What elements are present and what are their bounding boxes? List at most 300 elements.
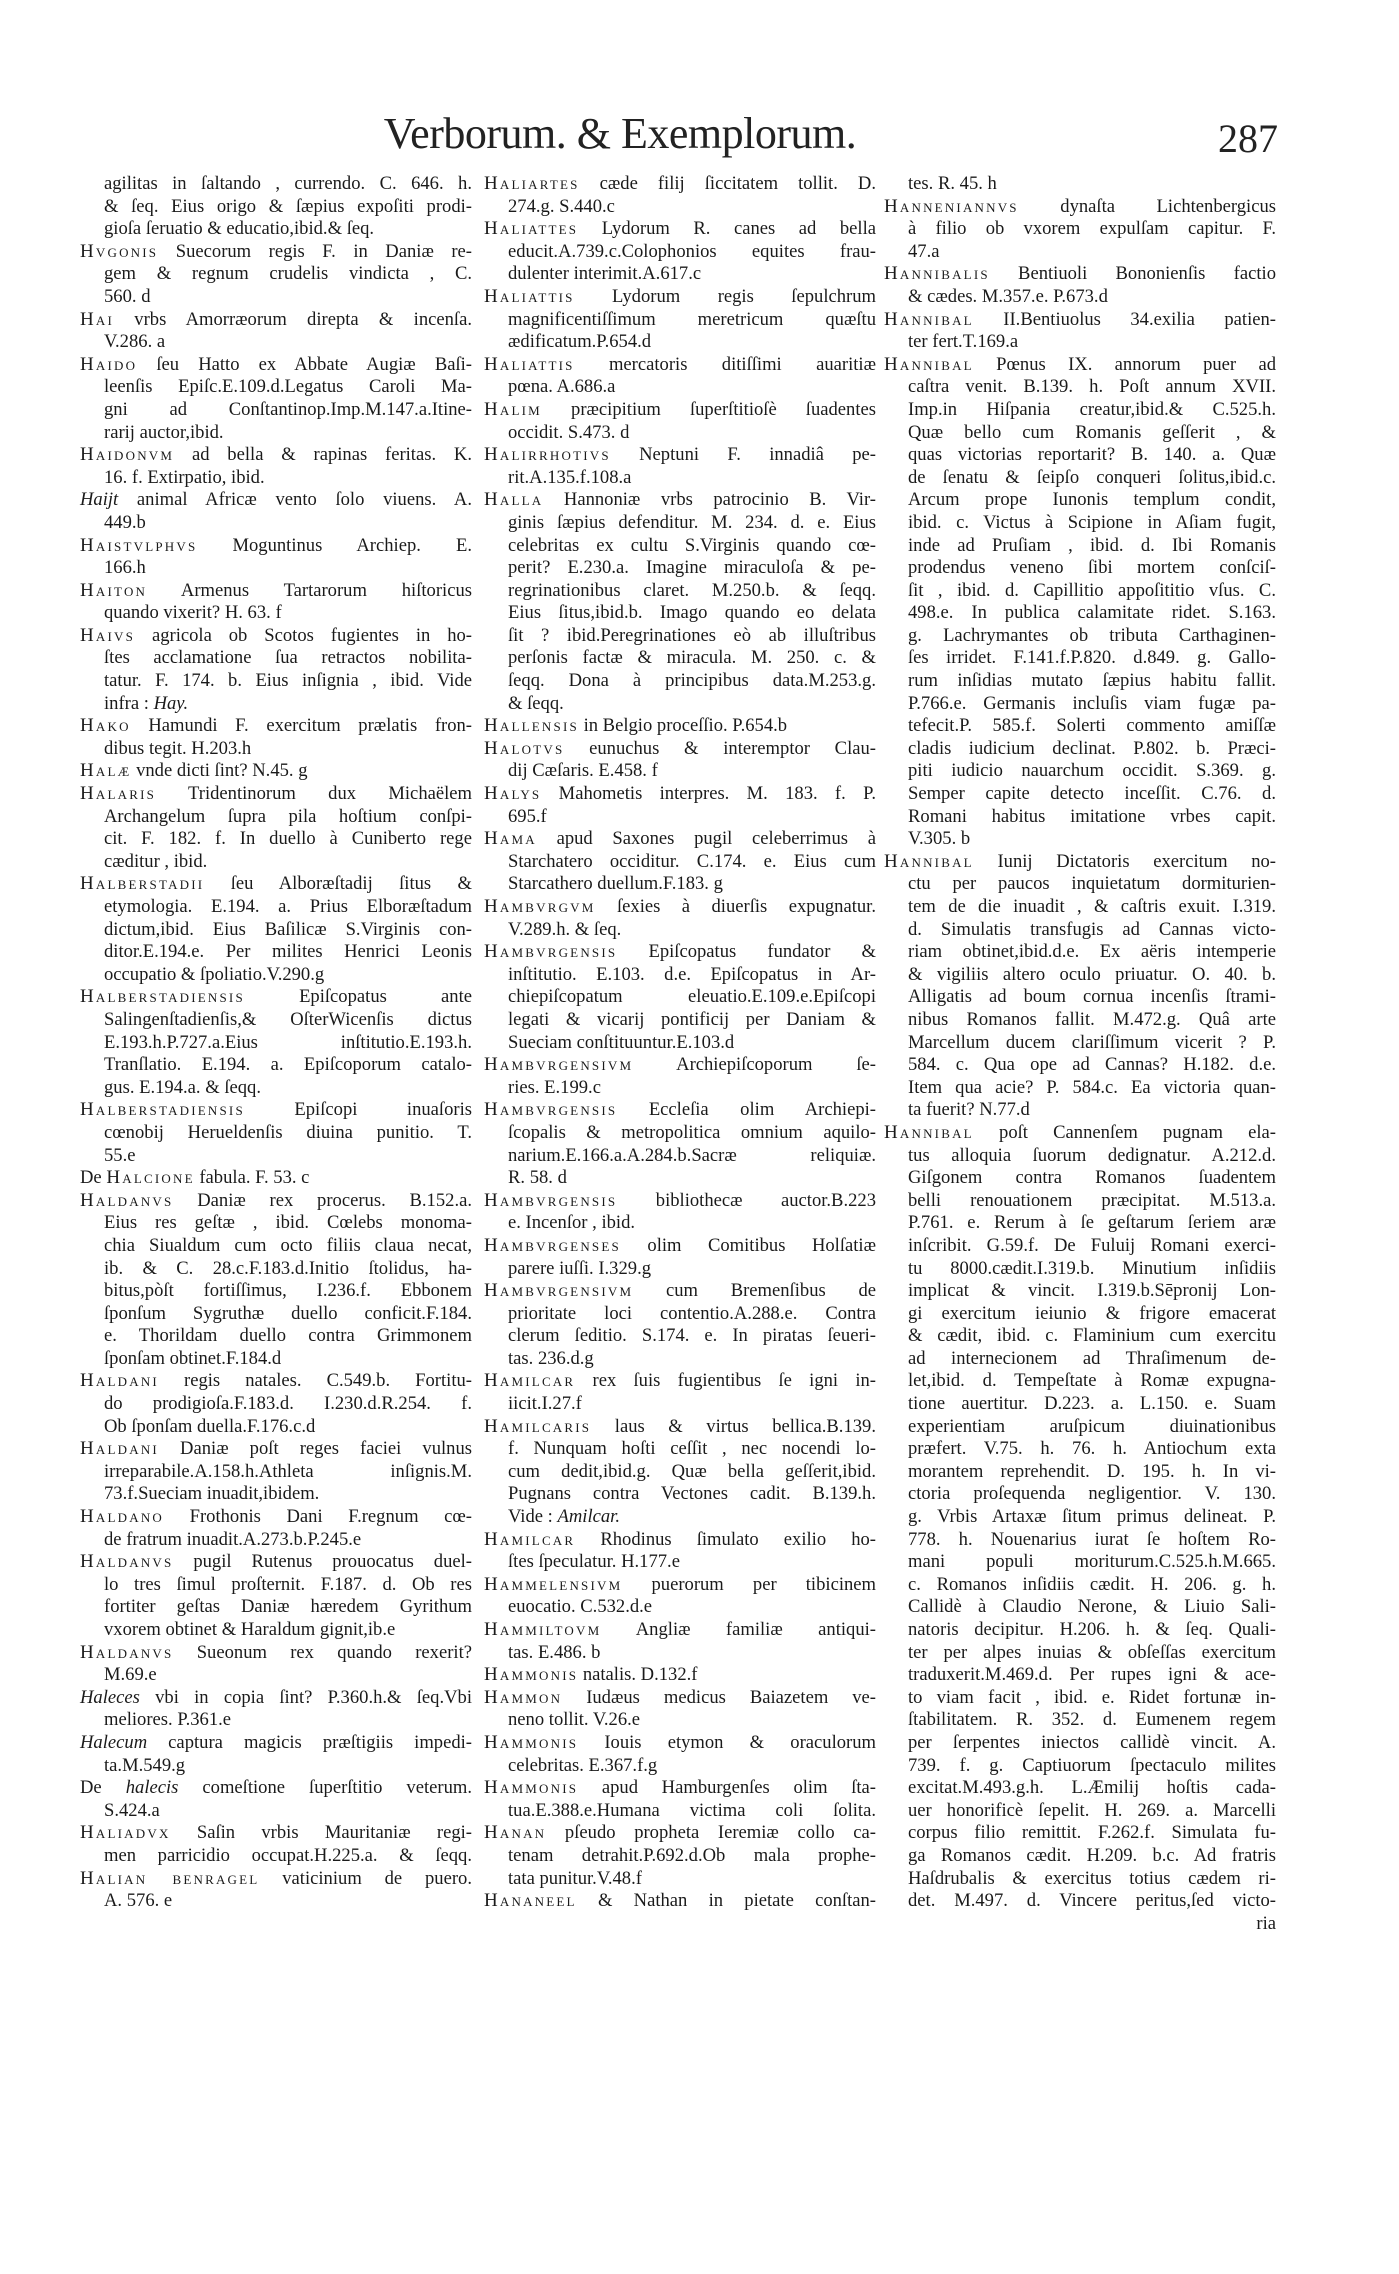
- entry-headword: Hambvrgensivm: [484, 1054, 634, 1076]
- index-continuation-line: [484, 986, 876, 1009]
- index-column-right: [884, 173, 1276, 1935]
- index-continuation-line: [884, 1619, 1276, 1642]
- index-continuation-line: [884, 1280, 1276, 1303]
- running-title: Verborum. & Exemplorum.: [383, 109, 857, 158]
- running-head: [0, 108, 1399, 168]
- index-entry-line: [80, 1687, 472, 1710]
- entry-text: excitat.M.493.g.h. L.Æmilij hoſtis cada-: [908, 1777, 1276, 1799]
- entry-text: Eius res geſtæ , ibid. Cœlebs monoma-: [104, 1212, 472, 1234]
- entry-text: pœna. A.686.a: [508, 376, 616, 398]
- entry-text: rit.A.135.f.108.a: [508, 466, 632, 488]
- entry-text: fortiter geſtas Daniæ hæredem Gyrithum: [104, 1596, 472, 1618]
- entry-text: tua.E.388.e.Humana victima coli ſolita.: [508, 1799, 876, 1821]
- index-continuation-line: [484, 331, 876, 354]
- entry-text: natalis. D.132.f: [578, 1664, 698, 1686]
- index-continuation-line: [80, 1393, 472, 1416]
- index-entry-line: [80, 1438, 472, 1461]
- entry-text: regis natales. C.549.b. Fortitu-: [158, 1370, 472, 1392]
- index-continuation-line: [884, 557, 1276, 580]
- index-continuation-line: [80, 964, 472, 987]
- entry-text: d. Simulatis transfugis ad Cannas victo-: [908, 918, 1276, 940]
- index-continuation-line: [80, 806, 472, 829]
- entry-headword: Hammelensivm: [484, 1573, 623, 1595]
- index-entry-line: [80, 309, 472, 332]
- index-continuation-line: [80, 286, 472, 309]
- entry-text: riam obtinet,ibid.d.e. Ex aëris intemperie: [908, 941, 1276, 963]
- index-entry-line: [484, 1687, 876, 1710]
- index-entry-line: [80, 535, 472, 558]
- entry-text: experientiam aruſpicum diuinationibus: [908, 1415, 1276, 1437]
- index-entry-line: [484, 1280, 876, 1303]
- index-continuation-line: [80, 173, 472, 196]
- entry-text: ga Romanos cædit. H.209. b.c. Ad fratris: [908, 1844, 1276, 1866]
- entry-text: bibliothecæ auctor.B.223: [617, 1189, 876, 1211]
- entry-headword-italic: Halecum: [80, 1731, 148, 1753]
- entry-headword: Hannibal: [884, 308, 974, 330]
- entry-headword: Halirrhotivs: [484, 444, 611, 466]
- entry-text: natoris decipitur. H.206. h. & ſeq. Quali-: [908, 1619, 1276, 1640]
- index-continuation-line: [484, 557, 876, 580]
- entry-text: chiepiſcopatum eleuatio.E.109.e.Epiſcopi: [508, 986, 876, 1008]
- index-entry-line: [484, 1619, 876, 1642]
- index-continuation-line: [484, 1868, 876, 1891]
- entry-text: neno tollit. V.26.e: [508, 1709, 641, 1731]
- index-continuation-line: [884, 1099, 1276, 1122]
- entry-text: inſcribit. G.59.f. De Fuluij Romani exerci-: [908, 1234, 1276, 1256]
- entry-text: prodendus veneno ſibi mortem conſciſ-: [908, 557, 1276, 579]
- entry-text: vrbs Amorræorum direpta & incenſa.: [114, 308, 472, 330]
- index-continuation-line: [80, 557, 472, 580]
- entry-text: tefecit.P. 585.f. Solerti commento amiſſæ: [908, 715, 1276, 737]
- entry-text: gi exercitum ieiunio & frigore emacerat: [908, 1302, 1276, 1324]
- entry-headword: Halim: [484, 398, 542, 420]
- entry-text: Lydorum R. canes ad bella: [578, 218, 876, 240]
- index-entry-line: [484, 1890, 876, 1913]
- index-continuation-line: [80, 896, 472, 919]
- entry-text: ſeu Alboræſtadij ſitus &: [204, 873, 472, 895]
- index-continuation-line: [80, 399, 472, 422]
- entry-headword: Haldanvs: [80, 1189, 174, 1211]
- entry-text: tenam detrahit.P.692.d.Ob mala prophe-: [508, 1844, 876, 1866]
- entry-headword: Hammiltovm: [484, 1619, 602, 1640]
- index-continuation-line: [884, 783, 1276, 806]
- entry-headword: Hammonis: [484, 1664, 579, 1686]
- entry-text: animal Africæ vento ſolo viuens. A.: [118, 489, 472, 511]
- index-continuation-line: [884, 986, 1276, 1009]
- entry-text: à filio ob vxorem expulſam capitur. F.: [908, 218, 1276, 240]
- entry-text: Suecorum regis F. in Daniæ re-: [158, 240, 472, 262]
- entry-text: Mahometis interpres. M. 183. f. P.: [541, 783, 876, 805]
- entry-text: 695.f: [508, 805, 547, 827]
- entry-headword: Hambvrgensis: [484, 1099, 618, 1121]
- index-entry-line: [484, 1822, 876, 1845]
- entry-text: Saſin vrbis Mauritaniæ regi-: [170, 1822, 472, 1844]
- index-continuation-line: [80, 1461, 472, 1484]
- entry-headword: Haliartes: [484, 173, 580, 194]
- index-entry-line: [884, 309, 1276, 332]
- entry-text: Bentiuoli Bononienſis factio: [989, 263, 1276, 285]
- index-continuation-line: [484, 1325, 876, 1348]
- index-entry-line: [884, 851, 1276, 874]
- index-entry-line: [484, 715, 876, 738]
- index-continuation-line: [484, 580, 876, 603]
- index-entry-line: [80, 1506, 472, 1529]
- index-entry-line: [80, 1099, 472, 1122]
- entry-text: ria: [1256, 1912, 1276, 1934]
- entry-text: Pugnans contra Vectones cadit. B.139.h.: [508, 1483, 876, 1505]
- entry-text: Hannoniæ vrbs patrocinio B. Vir-: [543, 489, 876, 511]
- index-continuation-line: [80, 263, 472, 286]
- index-continuation-line: [80, 670, 472, 693]
- index-entry-line: [80, 1868, 472, 1891]
- entry-headword: Hambvrgensis: [484, 1189, 618, 1211]
- index-continuation-line: [80, 941, 472, 964]
- entry-text: Quæ bello cum Romanis geſſerit , &: [908, 421, 1276, 443]
- entry-headword: Halberstadii: [80, 873, 205, 895]
- index-continuation-line: [884, 919, 1276, 942]
- entry-text: puerorum per tibicinem: [622, 1573, 876, 1595]
- entry-headword: Hannibal: [884, 1121, 974, 1143]
- index-entry-line: [484, 1574, 876, 1597]
- index-continuation-line: [484, 1506, 876, 1529]
- index-entry-line: [80, 241, 472, 264]
- index-continuation-line: [80, 1325, 472, 1348]
- index-continuation-line: [884, 1258, 1276, 1281]
- entry-headword: Haiton: [80, 579, 148, 601]
- entry-headword: Hannibalis: [884, 263, 990, 285]
- entry-text: tem de die inuadit , & caſtris exuit. I.319.: [908, 896, 1276, 917]
- entry-text: tione auertitur. D.223. a. L.150. e. Suam: [908, 1393, 1276, 1415]
- index-continuation-line: [80, 602, 472, 625]
- entry-text: ta.M.549.g: [104, 1754, 186, 1776]
- entry-text: perit? E.230.a. Imagine miraculoſa & pe-: [508, 557, 876, 579]
- entry-text: Starcathero duellum.F.183. g: [508, 873, 723, 895]
- entry-text: ſit , ibid. d. Capillitio appoſititio vſus. C.: [908, 579, 1276, 601]
- index-continuation-line: [484, 241, 876, 264]
- index-continuation-line: [884, 1461, 1276, 1484]
- entry-prefix: De: [80, 1777, 126, 1799]
- entry-text: V.305. b: [908, 828, 971, 850]
- entry-text: 166.h: [104, 557, 146, 579]
- entry-text: ib. & C. 28.c.F.183.d.Initio ſtolidus, ha-: [104, 1257, 472, 1279]
- entry-headword: Hai: [80, 308, 115, 330]
- index-continuation-line: [884, 896, 1276, 919]
- index-entry-line: [80, 580, 472, 603]
- index-entry-line: [80, 1551, 472, 1574]
- entry-text: ctoria proſequenda negligentior. V. 130.: [908, 1483, 1276, 1505]
- index-column-middle: [484, 173, 876, 1913]
- index-continuation-line: [80, 1145, 472, 1168]
- entry-headword: Haidonvm: [80, 444, 175, 466]
- index-continuation-line: [884, 399, 1276, 422]
- index-continuation-line: [80, 647, 472, 670]
- index-continuation-line: [884, 1145, 1276, 1168]
- index-entry-line: [484, 738, 876, 761]
- entry-headword: Halys: [484, 783, 542, 805]
- index-continuation-line: [80, 1800, 472, 1823]
- entry-text: tas. 236.d.g: [508, 1347, 594, 1369]
- entry-text: occupatio & ſpoliatio.V.290.g: [104, 963, 325, 985]
- index-continuation-line: [884, 760, 1276, 783]
- entry-text: celebritas. E.367.f.g: [508, 1754, 658, 1776]
- index-entry-line: [80, 1190, 472, 1213]
- cross-reference: Amilcar.: [557, 1506, 620, 1528]
- index-continuation-line: [80, 1077, 472, 1100]
- index-continuation-line: [884, 1574, 1276, 1597]
- entry-text: inde ad Pruſiam , ibid. d. Ibi Romanis: [908, 534, 1276, 556]
- page-number: 287: [1218, 116, 1278, 161]
- entry-text: g. Vrbis Artaxæ ſitum primus delineat. P.: [908, 1506, 1276, 1528]
- entry-text: belli renouationem præcipitat. M.513.a.: [908, 1189, 1276, 1211]
- entry-text: de ſenatu & ſeipſo conqueri ſolitus,ibid.c.: [908, 466, 1276, 488]
- index-continuation-line: [80, 1212, 472, 1235]
- index-continuation-line: [884, 1800, 1276, 1823]
- entry-text: per ſerpentes iniectos callidè vincit. A.: [908, 1731, 1276, 1753]
- entry-text: occidit. S.473. d: [508, 421, 630, 443]
- entry-text: Eius ſitus,ibid.b. Imago quando eo delata: [508, 602, 876, 624]
- index-continuation-line: [884, 1167, 1276, 1190]
- entry-text: dibus tegit. H.203.h: [104, 737, 252, 759]
- index-continuation-line: [80, 1280, 472, 1303]
- entry-text: Starchatero occiditur. C.174. e. Eius cum: [508, 850, 876, 872]
- index-continuation-line: [884, 1325, 1276, 1348]
- entry-text: ſponſam obtinet.F.184.d: [104, 1347, 282, 1369]
- index-continuation-line: [484, 376, 876, 399]
- entry-text: Eccleſia olim Archiepi-: [617, 1099, 876, 1121]
- entry-text: 584. c. Qua ope ad Cannas? H.182. d.e.: [908, 1054, 1276, 1076]
- entry-text: uer honorificè ſepelit. H. 269. a. Marcelli: [908, 1799, 1276, 1821]
- index-entry-line: [484, 399, 876, 422]
- index-continuation-line: [80, 738, 472, 761]
- entry-headword: Halcione: [106, 1167, 195, 1189]
- index-continuation-line: [484, 919, 876, 942]
- entry-text: f. Nunquam hoſti ceſſit , nec nocendi lo-: [508, 1438, 876, 1460]
- index-continuation-line: [884, 1551, 1276, 1574]
- entry-text: infra :: [104, 692, 154, 714]
- entry-text: magnificentiſſimum meretricum quæſtu: [508, 308, 876, 330]
- index-continuation-line: [80, 1890, 472, 1913]
- entry-text: vnde dicti ſint? N.45. g: [131, 760, 308, 782]
- index-continuation-line: [884, 422, 1276, 445]
- entry-text: dynaſta Lichtenbergicus: [1018, 195, 1276, 217]
- entry-headword: Halotvs: [484, 737, 565, 759]
- entry-text: captura magicis præſtigiis impedi-: [147, 1731, 472, 1753]
- index-entry-line: [80, 625, 472, 648]
- entry-text: ditor.E.194.e. Per milites Henrici Leonis: [104, 941, 472, 963]
- index-continuation-line: [484, 196, 876, 219]
- entry-text: pugil Rutenus prouocatus duel-: [173, 1551, 472, 1573]
- entry-text: mercatoris ditiſſimi auaritiæ: [574, 353, 876, 375]
- entry-text: tus alloquia ſuorum dedignatur. A.212.d.: [908, 1144, 1276, 1166]
- entry-headword: Halaris: [80, 783, 157, 805]
- entry-text: P.766.e. Germanis incluſis viam fugæ pa-: [908, 692, 1276, 714]
- index-entry-line: [80, 1777, 472, 1800]
- index-continuation-line: [484, 647, 876, 670]
- index-continuation-line: [884, 1687, 1276, 1710]
- entry-headword: Haliattis: [484, 285, 575, 307]
- entry-text: E.193.h.P.727.a.Eius inſtitutio.E.193.h.: [104, 1031, 472, 1053]
- entry-text: ter per alpes inuias & obſeſſas exercitum: [908, 1641, 1276, 1663]
- entry-headword: Hamilcaris: [484, 1415, 592, 1437]
- entry-text: ctu per paucos inquietatum dormiturien-: [908, 873, 1276, 895]
- index-continuation-line: [80, 218, 472, 241]
- index-continuation-line: [484, 670, 876, 693]
- entry-text: det. M.497. d. Vincere peritus,ſed victo-: [908, 1890, 1276, 1912]
- index-entry-line: [80, 1370, 472, 1393]
- entry-text: Epiſcopatus fundator &: [617, 941, 876, 963]
- entry-headword-italic: halecis: [125, 1777, 179, 1799]
- index-continuation-line: [484, 693, 876, 716]
- entry-text: ſcopalis & metropolitica omnium aquilo-: [508, 1121, 876, 1143]
- entry-headword: Haldani: [80, 1370, 159, 1392]
- index-entry-line: [484, 1664, 876, 1687]
- entry-text: Archiepiſcoporum ſe-: [633, 1054, 876, 1076]
- entry-headword: Haliadvx: [80, 1822, 171, 1844]
- index-continuation-line: [884, 1416, 1276, 1439]
- entry-text: piti iudicio nauarchum occidit. S.369. g.: [908, 760, 1276, 782]
- index-entry-line: [484, 1099, 876, 1122]
- index-continuation-line: [80, 1755, 472, 1778]
- index-continuation-line: [484, 1303, 876, 1326]
- entry-text: Haſdrubalis & exercitus totius cædem ri-: [908, 1867, 1276, 1889]
- entry-text: lo tres ſimul proſternit. F.187. d. Ob res: [104, 1573, 472, 1595]
- index-continuation-line: [884, 1303, 1276, 1326]
- entry-text: gem & regnum crudelis vindicta , C.: [104, 263, 472, 285]
- index-entry-line: [80, 986, 472, 1009]
- index-continuation-line: [884, 806, 1276, 829]
- entry-text: ibid. c. Victus à Scipione in Aſiam fugit,: [908, 511, 1276, 533]
- index-continuation-line: [484, 625, 876, 648]
- index-continuation-line: [884, 1913, 1276, 1936]
- index-continuation-line: [80, 1258, 472, 1281]
- index-continuation-line: [884, 1054, 1276, 1077]
- index-entry-line: [484, 444, 876, 467]
- index-continuation-line: [80, 1303, 472, 1326]
- index-continuation-line: [484, 1122, 876, 1145]
- entry-text: rarij auctor,ibid.: [104, 421, 224, 443]
- index-continuation-line: [884, 580, 1276, 603]
- entry-text: Daniæ poſt reges faciei vulnus: [158, 1438, 472, 1460]
- entry-text: narium.E.166.a.A.284.b.Sacræ reliquiæ.: [508, 1144, 876, 1166]
- entry-text: Pœnus IX. annorum puer ad: [973, 353, 1276, 375]
- entry-headword: Haldano: [80, 1506, 165, 1528]
- index-continuation-line: [80, 1054, 472, 1077]
- entry-text: ſit ? ibid.Peregrinationes eò ab illuſtribus: [508, 624, 876, 646]
- entry-headword: Hambvrgensis: [484, 941, 618, 963]
- entry-text: morantem reprehendit. D. 195. h. In vi-: [908, 1460, 1276, 1482]
- index-entry-line: [80, 444, 472, 467]
- entry-text: men parricidio occupat.H.225.a. & ſeqq.: [104, 1844, 472, 1866]
- entry-text: rum inſidias mutato ſæpius habitu fallit.: [908, 670, 1276, 692]
- index-entry-line: [80, 1822, 472, 1845]
- entry-text: Hamundi F. exercitum prælatis fron-: [130, 715, 472, 737]
- index-continuation-line: [80, 1235, 472, 1258]
- index-continuation-line: [884, 331, 1276, 354]
- entry-text: Semper capite detecto inceſſit. C.76. d.: [908, 783, 1276, 805]
- index-continuation-line: [884, 715, 1276, 738]
- index-continuation-line: [884, 1506, 1276, 1529]
- entry-headword: Hannibal: [884, 850, 974, 872]
- index-continuation-line: [80, 1416, 472, 1439]
- entry-text: 449.b: [104, 511, 146, 533]
- entry-text: Marcellum ducem clariſſimum vicerit ? P.: [908, 1031, 1276, 1053]
- index-continuation-line: [884, 1642, 1276, 1665]
- entry-prefix: De: [80, 1167, 107, 1189]
- index-continuation-line: [884, 1732, 1276, 1755]
- index-continuation-line: [80, 1348, 472, 1371]
- entry-text: 73.f.Sueciam inuadit,ibidem.: [104, 1483, 320, 1505]
- entry-text: Frothonis Dani F.regnum cœ-: [164, 1506, 472, 1528]
- entry-text: & cædes. M.357.e. P.673.d: [908, 285, 1108, 307]
- entry-text: Epiſcopatus ante: [244, 986, 472, 1008]
- index-continuation-line: [484, 309, 876, 332]
- index-continuation-line: [484, 1800, 876, 1823]
- entry-text: Tridentinorum dux Michaëlem: [156, 783, 472, 805]
- index-continuation-line: [884, 1664, 1276, 1687]
- entry-text: olim Comitibus Holſatiæ: [620, 1234, 876, 1256]
- entry-text: M.69.e: [104, 1664, 157, 1686]
- index-continuation-line: [884, 941, 1276, 964]
- index-column-left: [80, 173, 472, 1913]
- index-entry-line: [80, 873, 472, 896]
- entry-text: quas victorias reportarit? B. 140. a. Quæ: [908, 444, 1276, 466]
- index-continuation-line: [884, 1190, 1276, 1213]
- entry-text: comeſtione ſuperſtitio veterum.: [178, 1777, 472, 1799]
- cross-reference: Hay.: [153, 692, 189, 714]
- entry-text: pſeudo propheta Ieremiæ collo ca-: [546, 1822, 876, 1844]
- index-entry-line: [484, 1416, 876, 1439]
- index-entry-line: [484, 218, 876, 241]
- entry-text: cit. F. 182. f. In duello à Cuniberto rege: [104, 828, 472, 850]
- entry-headword: Hananeel: [484, 1890, 577, 1912]
- index-entry-line: [484, 828, 876, 851]
- entry-headword: Hanneniannvs: [884, 195, 1019, 217]
- entry-text: apud Hamburgenſes olim ſta-: [578, 1777, 876, 1799]
- entry-text: celebritas ex cultu S.Virginis quando cœ-: [508, 534, 876, 556]
- index-continuation-line: [884, 1483, 1276, 1506]
- index-entry-line: [484, 173, 876, 196]
- entry-text: mani populi moriturum.C.525.h.M.665.: [908, 1551, 1276, 1573]
- index-continuation-line: [80, 1619, 472, 1642]
- entry-text: 498.e. In publica calamitate ridet. S.163.: [908, 602, 1276, 624]
- index-entry-line: [484, 354, 876, 377]
- entry-text: Iouis etymon & oraculorum: [578, 1731, 876, 1753]
- entry-text: Neptuni F. innadiâ pe-: [610, 444, 876, 466]
- index-continuation-line: [80, 467, 472, 490]
- index-continuation-line: [884, 602, 1276, 625]
- index-entry-line: [484, 1529, 876, 1552]
- index-entry-line: [80, 354, 472, 377]
- entry-text: ſtabilitatem. R. 352. d. Eumenem regem: [908, 1709, 1276, 1731]
- index-continuation-line: [484, 263, 876, 286]
- index-continuation-line: [884, 1890, 1276, 1913]
- entry-text: gioſa ſeruatio & educatio,ibid.& ſeq.: [104, 218, 375, 240]
- entry-text: 560. d: [104, 285, 151, 307]
- entry-headword: Haistvlphvs: [80, 534, 198, 556]
- entry-text: irreparabile.A.158.h.Athleta inſignis.M.: [104, 1460, 472, 1482]
- entry-text: agilitas in ſaltando , currendo. C. 646. h.: [104, 173, 472, 194]
- entry-text: tatur. F. 174. b. Eius inſignia , ibid. Vide: [104, 670, 472, 692]
- index-continuation-line: [884, 1777, 1276, 1800]
- entry-text: e. Incenſor , ibid.: [508, 1212, 636, 1234]
- entry-text: & ſeqq.: [508, 692, 564, 714]
- entry-headword: Hammon: [484, 1686, 563, 1708]
- index-continuation-line: [884, 693, 1276, 716]
- entry-text: Alligatis ad boum cornua incenſis ſtrami-: [908, 986, 1276, 1008]
- entry-text: Moguntinus Archiep. E.: [197, 534, 472, 556]
- entry-text: Imp.in Hiſpania creatur,ibid.& C.525.h.: [908, 398, 1276, 420]
- index-continuation-line: [80, 331, 472, 354]
